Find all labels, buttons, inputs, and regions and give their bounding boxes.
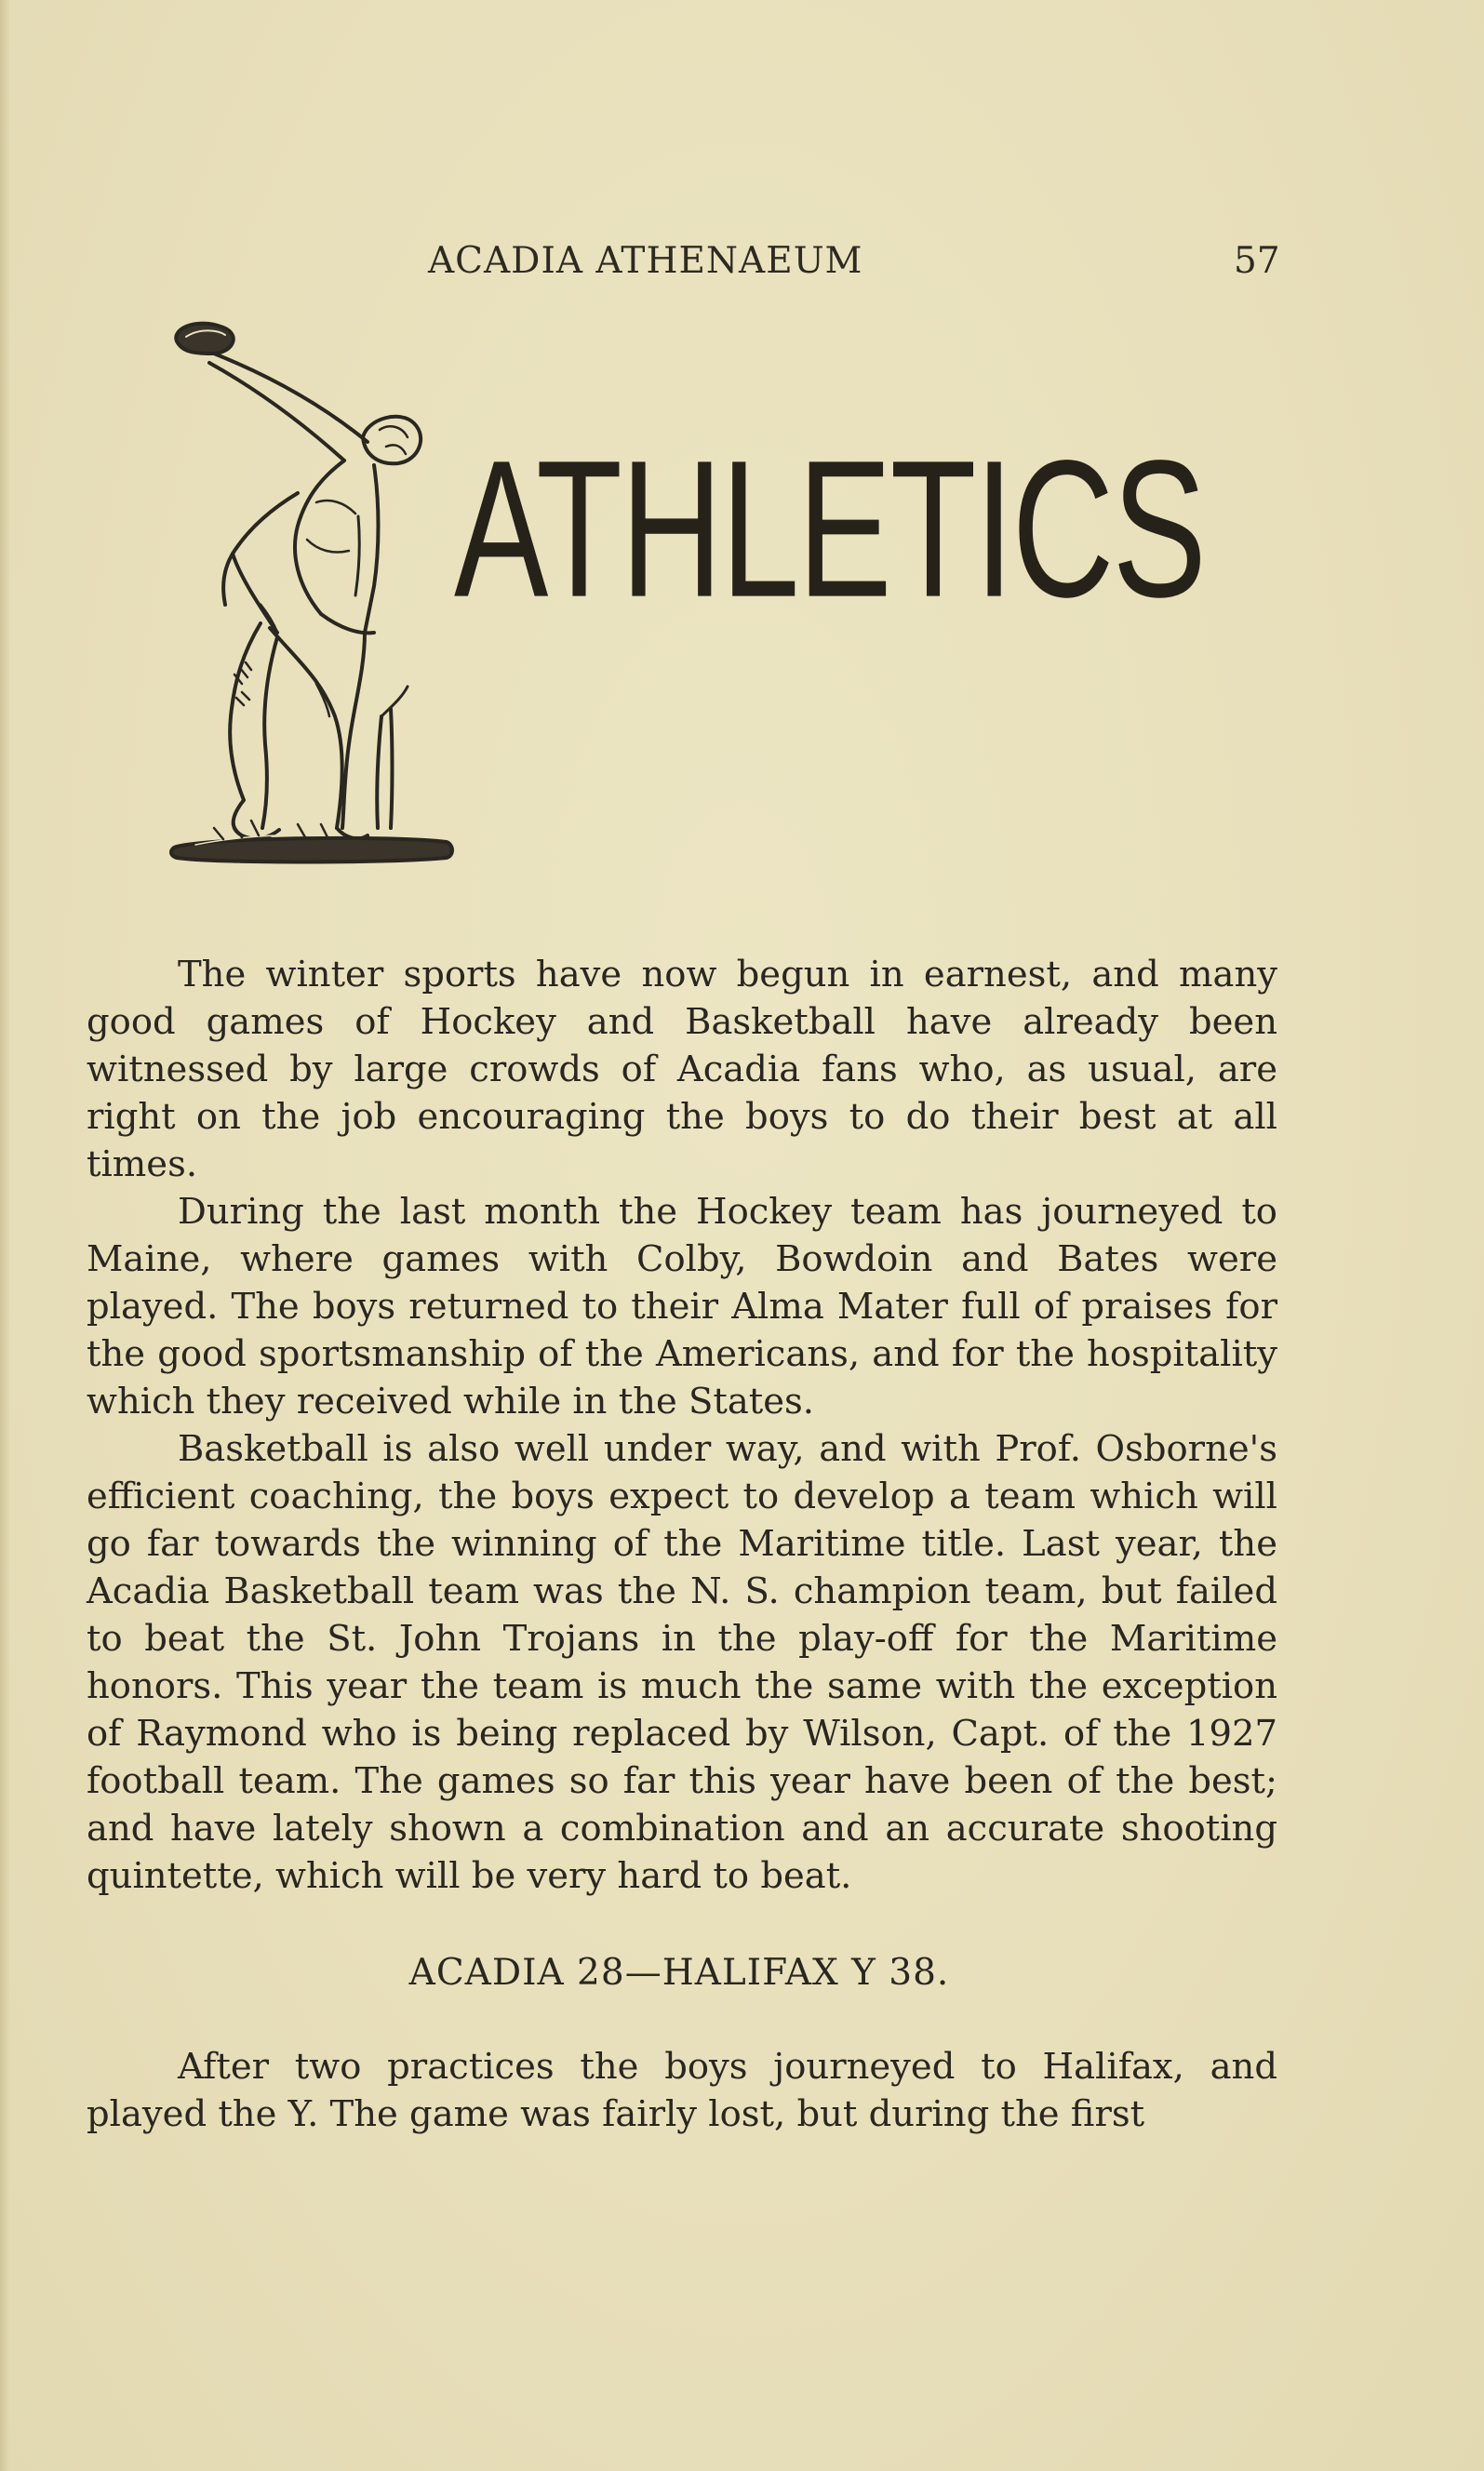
paragraph: After two practices the boys journeyed to Halifax, and played the Y. The game was fairly lost, but during the first [87,2046,1277,2135]
game-report [87,2043,1277,2138]
paragraph: Basketball is also well under way, and with Prof. Osborne's efficient coaching, the boys expect to develop a team which will go far towards the winning of the Maritime title. Last year, the Acadia Basketball team was the N. S. champion team, but failed to beat the St. John Trojans in the play-off for the Maritime honors. This year the team is much the same with the exception of Raymond who is being replaced by Wilson, Capt. of the 1927 football team. The games so far this year have been of the best; and have lately shown a combination and an accurate shooting quintette, which will be very hard to beat. [87,1428,1277,1897]
paragraph: During the last month the Hockey team has journeyed to Maine, where games with Colby, Bowdoin and Bates were played. The boys returned to their Alma Mater full of praises for the good sportsmanship of the Americans, and for the hospitality which they received while in the States. [87,1191,1277,1422]
page-number: 57 [1234,240,1280,282]
article-body [87,951,1277,1900]
page-edge [0,0,9,2471]
paragraph: The winter sports have now begun in earnest, and many good games of Hockey and Basketball have already been witnessed by large crowds of Acadia fans who, as usual, are right on the job encouraging the boys to do their best at all times. [87,954,1277,1185]
discus-thrower-illustration [158,307,465,902]
game-heading: ACADIA 28—HALIFAX Y 38. [408,1952,950,1994]
running-head: ACADIA ATHENAEUM [428,240,863,282]
section-title: ATHLETICS [454,420,1205,639]
